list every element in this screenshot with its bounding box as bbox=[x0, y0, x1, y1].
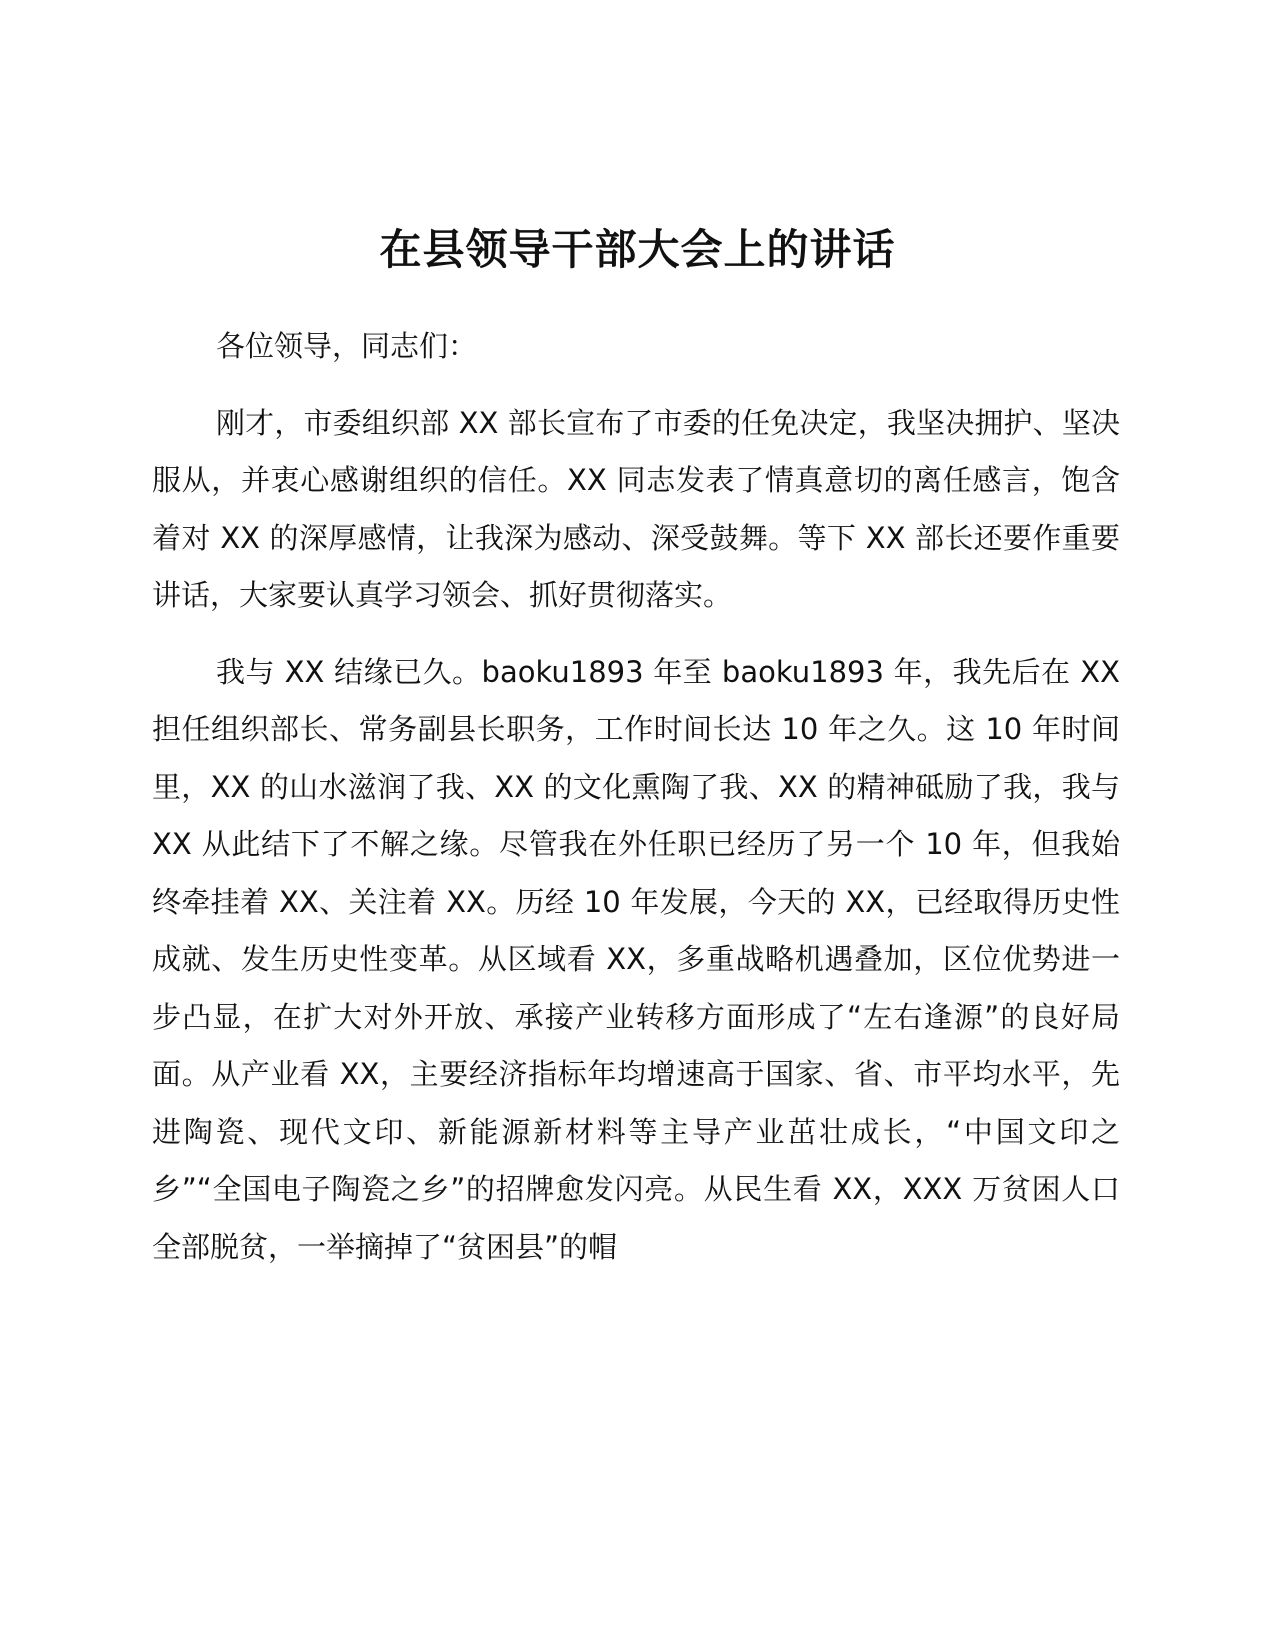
paragraph-2: 我与 XX 结缘已久。baoku1893 年至 baoku1893 年，我先后在 XX 担任组织部长、常务副县长职务，工作时间长达 10 年之久。这 10 年时间里，XX 的山水滋润了我、XX 的文化熏陶了我、XX 的精神砥励了我，我与 XX 从此结下了不解之缘。尽管我在外任职已经历了另一个 10 年，但我始终牵挂着 XX、关注着 XX。历经 10 年发展，今天的 XX，已经取得历史性成就、发生历史性变革。从区域看 XX，多重战略机遇叠加，区位优势进一步凸显，在扩大对外开放、承接产业转移方面形成了“左右逢源”的良好局面。从产业看 XX，主要经济指标年均增速高于国家、省、市平均水平，先进陶瓷、现代文印、新能源新材料等主导产业茁壮成长，“中国文印之乡”“全国电子陶瓷之乡”的招牌愈发闪亮。从民生看 XX，XXX 万贫困人口全部脱贫，一举摘掉了“贫困县”的帽 bbox=[152, 654, 1120, 1264]
salutation: 各位领导，同志们： bbox=[216, 329, 478, 363]
document-title: 在县领导干部大会上的讲话 bbox=[379, 225, 896, 274]
document-body bbox=[152, 318, 1120, 1276]
paragraph-1: 刚才，市委组织部 XX 部长宣布了市委的任免决定，我坚决拥护、坚决服从，并衷心感谢组织的信任。XX 同志发表了情真意切的离任感言，饱含着对 XX 的深厚感情，让我深为感动、深受鼓舞。等下 XX 部长还要作重要讲话，大家要认真学习领会、抓好贯彻落实。 bbox=[152, 405, 1120, 612]
